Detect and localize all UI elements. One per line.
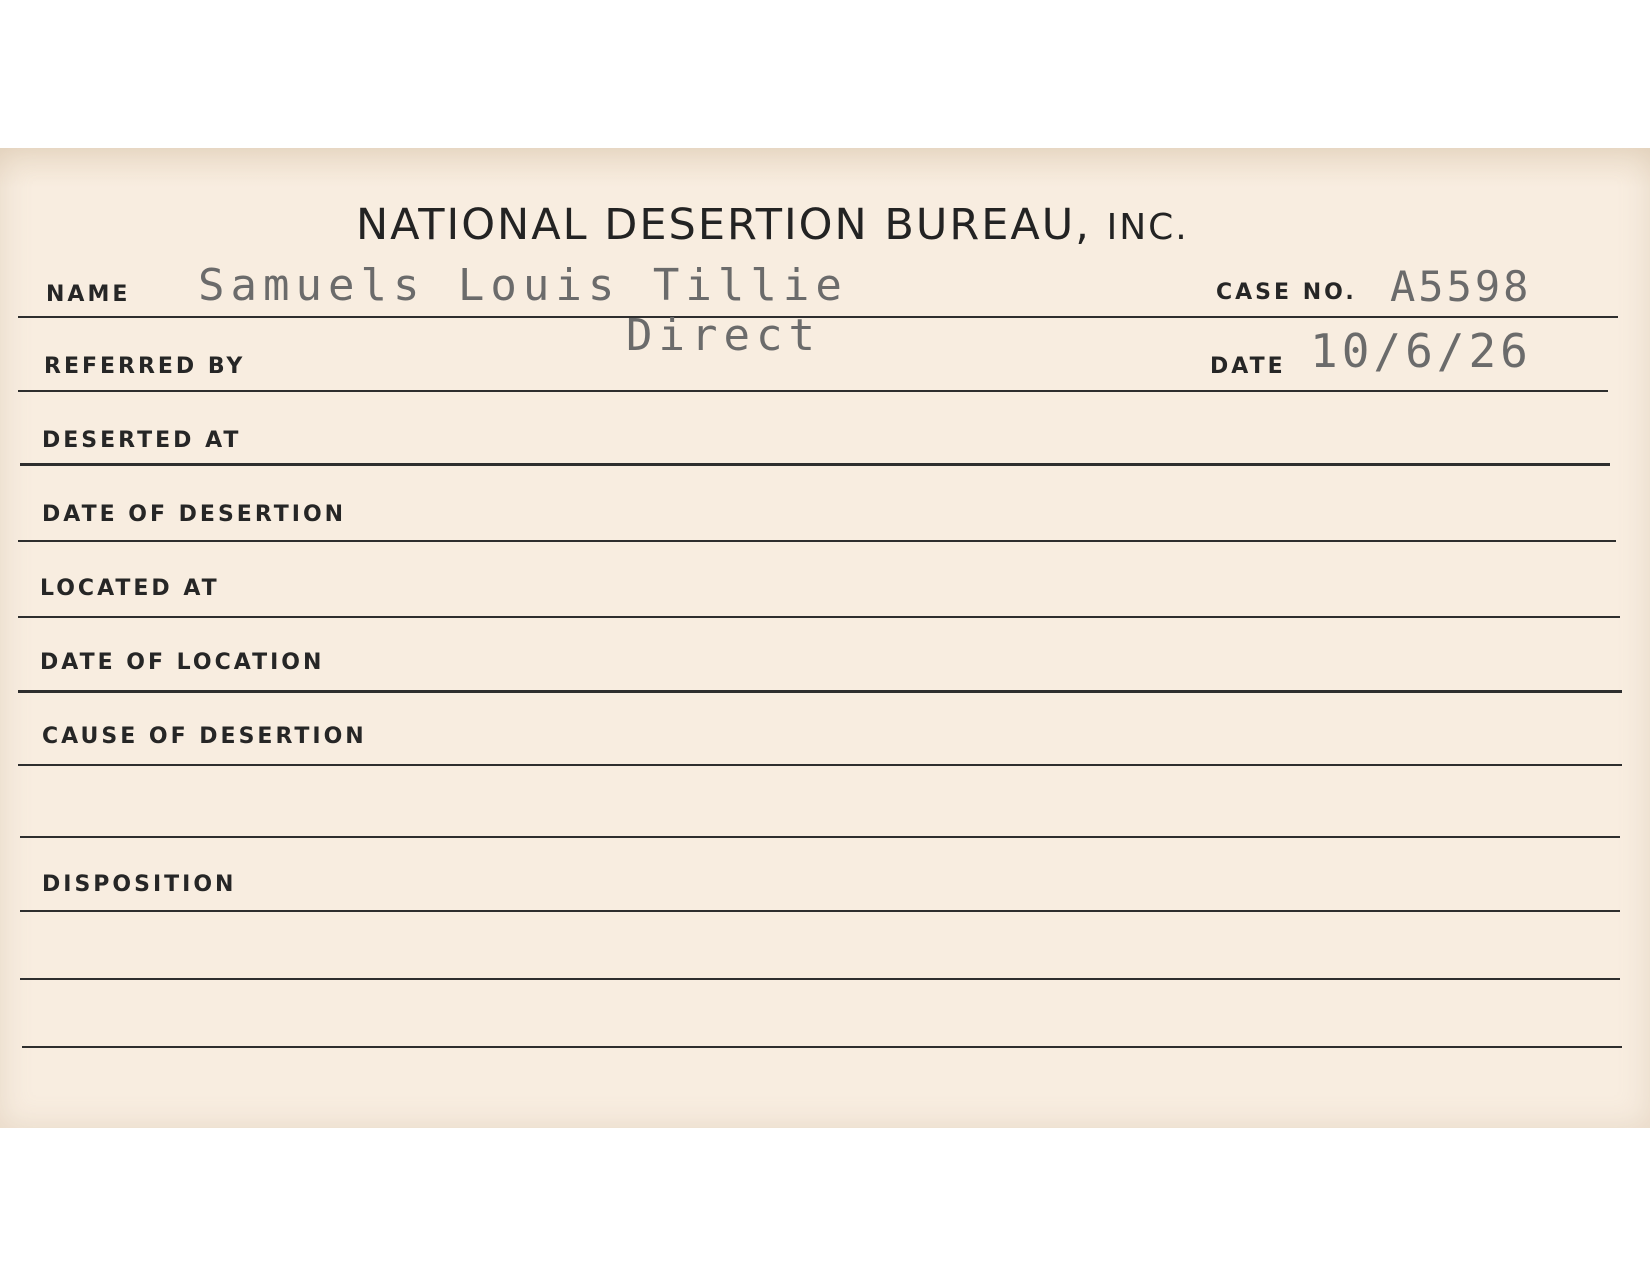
cause-of-desertion-rule-2 — [20, 836, 1620, 838]
title-inc: INC. — [1106, 207, 1189, 248]
disposition-label: DISPOSITION — [42, 872, 237, 897]
name-label: NAME — [46, 282, 131, 307]
cause-of-desertion-rule — [18, 764, 1622, 766]
cause-of-desertion-label: CAUSE OF DESERTION — [42, 724, 367, 749]
referred-by-value: Direct — [626, 310, 821, 361]
index-card — [0, 148, 1650, 1128]
disposition-rule-3 — [22, 1046, 1622, 1048]
located-at-label: LOCATED AT — [40, 576, 220, 601]
date-of-location-label: DATE OF LOCATION — [40, 650, 325, 675]
located-at-rule — [18, 616, 1620, 618]
deserted-at-label: DESERTED AT — [42, 428, 242, 453]
date-of-location-rule — [18, 690, 1622, 693]
case-no-label: CASE NO. — [1216, 280, 1357, 305]
date-value: 10/6/26 — [1310, 324, 1532, 378]
date-of-desertion-rule — [18, 540, 1616, 542]
referred-by-label: REFERRED BY — [44, 354, 246, 379]
disposition-rule-2 — [20, 978, 1620, 980]
deserted-at-rule — [20, 463, 1610, 466]
date-of-desertion-label: DATE OF DESERTION — [42, 502, 347, 527]
date-label: DATE — [1210, 354, 1286, 379]
form-title — [356, 200, 1189, 250]
disposition-rule — [20, 910, 1620, 912]
name-value: Samuels Louis Tillie — [198, 260, 848, 311]
title-main: NATIONAL DESERTION BUREAU, — [356, 200, 1091, 250]
case-no-value: A5598 — [1390, 262, 1532, 311]
referred-by-rule — [18, 390, 1608, 392]
